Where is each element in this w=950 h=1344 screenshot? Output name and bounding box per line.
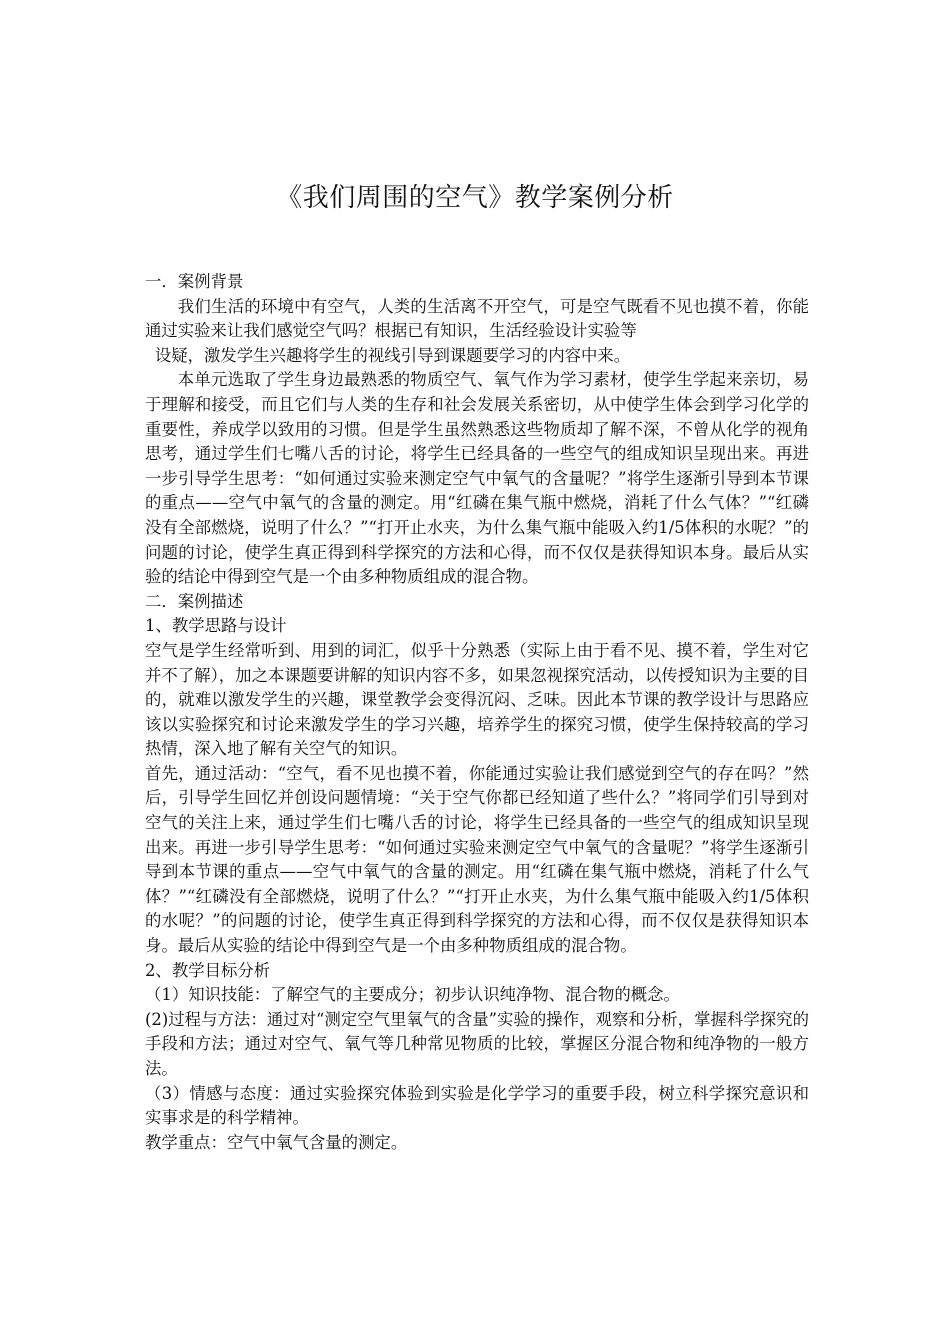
document-title: 《我们周围的空气》教学案例分析 bbox=[276, 183, 674, 213]
paragraph-background-2: 设疑，激发学生兴趣将学生的视线引导到课题要学习的内容中来。 bbox=[154, 345, 631, 365]
section-heading-background: 一．案例背景 bbox=[145, 272, 244, 291]
subheading-teaching-goals: 2、教学目标分析 bbox=[145, 960, 271, 980]
paragraph-background-1: 我们生活的环境中有空气，人类的生活离不开空气，可是空气既看不见也摸不着，你能通过实验来让我们感觉空气吗？根据已有知识，生活经验设计实验等 bbox=[145, 296, 809, 341]
paragraph-design-1: 空气是学生经常听到、用到的词汇，似乎十分熟悉（实际上由于看不见、摸不着，学生对它并不了解），加之本课题要讲解的知识内容不多，如果忽视探究活动，以传授知识为主要的目的，就难以激发学生的兴趣，课堂教学会变得沉闷、乏味。因此本节课的教学设计与思路应该以实验探究和讨论来激发学生的学习兴趣，培养学生的探究习惯，使学生保持较高的学习热情，深入地了解有关空气的知识。 bbox=[145, 640, 809, 759]
goal-knowledge: （1）知识技能：了解空气的主要成分；初步认识纯净物、混合物的概念。 bbox=[145, 985, 680, 1005]
subheading-teaching-design: 1、教学思路与设计 bbox=[145, 616, 287, 636]
document-body bbox=[145, 270, 809, 1155]
paragraph-design-2: 首先，通过活动：“空气，看不见也摸不着，你能通过实验让我们感觉到空气的存在吗？”然后，引导学生回忆并创设问题情境：“关于空气你都已经知道了些什么？”将同学们引导到对空气的关注上来，通过学生们七嘴八舌的讨论，将学生已经具备的一些空气的组成知识呈现出来。再进一步引导学生思考：“如何通过实验来测定空气中氧气的含量呢？”将学生逐渐引导到本节课的重点——空气中氧气的含量的测定。用“红磷在集气瓶中燃烧，消耗了什么气体？”“红磷没有全部燃烧，说明了什么？”“打开止水夹，为什么集气瓶中能吸入约1/5体积的水呢？”的问题的讨论，使学生真正得到科学探究的方法和心得，而不仅仅是获得知识本身。最后从实验的结论中得到空气是一个由多种物质组成的混合物。 bbox=[145, 763, 809, 956]
paragraph-background-3: 本单元选取了学生身边最熟悉的物质空气、氧气作为学习素材，使学生学起来亲切，易于理解和接受，而且它们与人类的生存和社会发展关系密切，从中使学生体会到学习化学的重要性，养成学以致用的习惯。但是学生虽然熟悉这些物质却了解不深，不曾从化学的视角思考，通过学生们七嘴八舌的讨论，将学生已经具备的一些空气的组成知识呈现出来。再进一步引导学生思考：“如何通过实验来测定空气中氧气的含量呢？”将学生逐渐引导到本节课的重点——空气中氧气的含量的测定。用“红磷在集气瓶中燃烧，消耗了什么气体？”“红磷没有全部燃烧，说明了什么？”“打开止水夹，为什么集气瓶中能吸入约1/5体积的水呢？”的问题的讨论，使学生真正得到科学探究的方法和心得，而不仅仅是获得知识本身。最后从实验的结论中得到空气是一个由多种物质组成的混合物。 bbox=[145, 370, 809, 587]
teaching-focus: 教学重点：空气中氧气含量的测定。 bbox=[145, 1132, 408, 1152]
section-heading-description: 二．案例描述 bbox=[145, 591, 244, 611]
goal-attitude: （3）情感与态度：通过实验探究体验到实验是化学学习的重要手段，树立科学探究意识和实事求是的科学精神。 bbox=[145, 1083, 809, 1128]
goal-process: (2)过程与方法：通过对“测定空气里氧气的含量”实验的操作，观察和分析，掌握科学探究的手段和方法；通过对空气、氧气等几种常见物质的比较，掌握区分混合物和纯净物的一般方法。 bbox=[145, 1009, 809, 1078]
